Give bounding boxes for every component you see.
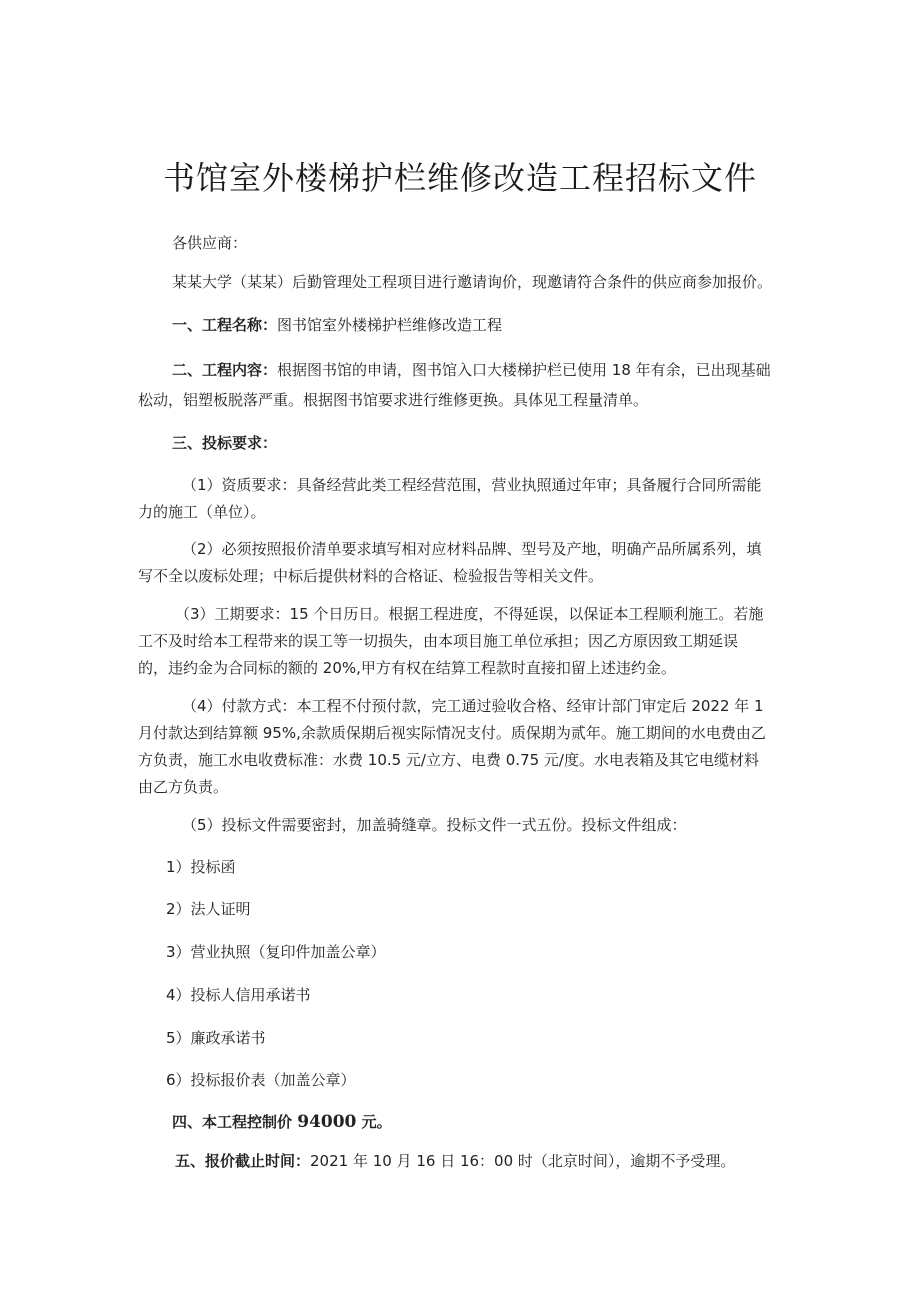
req-4-line-2: 月付款达到结算额 95%,余款质保期后视实际情况支付。质保期为贰年。施工期间的水电费由乙 <box>138 724 766 742</box>
section-3-heading: 三、投标要求： <box>172 434 278 452</box>
list-item: 4）投标人信用承诺书 <box>166 986 311 1004</box>
section-1-heading: 一、工程名称： <box>172 316 278 334</box>
req-5: （5）投标文件需要密封，加盖骑缝章。投标文件一式五份。投标文件组成： <box>182 816 687 834</box>
list-item: 2）法人证明 <box>166 900 251 918</box>
salutation: 各供应商： <box>172 234 248 252</box>
list-item: 1）投标函 <box>166 858 236 876</box>
req-4-line-4: 由乙方负责。 <box>138 778 229 796</box>
section-2-line-1 <box>172 361 771 379</box>
req-3-line-1: （3）工期要求：15 个日历日。根据工程进度，不得延误，以保证本工程顺利施工。若施 <box>175 605 764 623</box>
document-title: 书馆室外楼梯护栏维修改造工程招标文件 <box>162 159 757 197</box>
req-4-line-3: 方负责，施工水电收费标准：水费 10.5 元/立方、电费 0.75 元/度。水电表箱及其它电缆材料 <box>138 751 759 769</box>
section-2-text-1: 根据图书馆的申请，图书馆入口大楼梯护栏已使用 18 年有余，已出现基础 <box>277 361 771 379</box>
intro-paragraph: 某某大学（某某）后勤管理处工程项目进行邀请询价，现邀请符合条件的供应商参加报价。 <box>172 273 773 291</box>
section-4-heading: 四、本工程控制价 <box>172 1113 298 1131</box>
list-item: 3）营业执照（复印件加盖公章） <box>166 943 386 961</box>
list-item: 5）廉政承诺书 <box>166 1029 266 1047</box>
req-3-line-2: 工不及时给本工程带来的误工等一切损失，由本项目施工单位承担；因乙方原因致工期延误 <box>138 632 739 650</box>
section-5-heading: 五、报价截止时间： <box>175 1152 311 1170</box>
req-1-line-1: （1）资质要求：具备经营此类工程经营范围，营业执照通过年审；具备履行合同所需能 <box>182 476 762 494</box>
section-4 <box>172 1113 392 1131</box>
req-3-line-3: 的，违约金为合同标的额的 20%,甲方有权在结算工程款时直接扣留上述违约金。 <box>138 659 676 677</box>
list-item: 6）投标报价表（加盖公章） <box>166 1071 356 1089</box>
section-2-line-2: 松动，铝塑板脱落严重。根据图书馆要求进行维修更换。具体见工程量清单。 <box>138 391 649 409</box>
req-1-line-2: 力的施工（单位）。 <box>138 503 266 521</box>
req-2-line-1: （2）必须按照报价清单要求填写相对应材料品牌、型号及产地，明确产品所属系列，填 <box>182 540 762 558</box>
section-1 <box>172 316 502 334</box>
section-1-text: 图书馆室外楼梯护栏维修改造工程 <box>277 316 503 334</box>
section-5 <box>175 1152 735 1170</box>
control-price: 94000 <box>297 1112 357 1132</box>
control-price-unit: 元。 <box>356 1113 392 1131</box>
req-2-line-2: 写不全以废标处理；中标后提供材料的合格证、检验报告等相关文件。 <box>138 567 604 585</box>
section-2-heading: 二、工程内容： <box>172 361 278 379</box>
req-4-line-1: （4）付款方式：本工程不付预付款，完工通过验收合格、经审计部门审定后 2022 年 1 <box>182 697 764 715</box>
deadline-text: 2021 年 10 月 16 日 16：00 时（北京时间），逾期不予受理。 <box>310 1152 736 1170</box>
